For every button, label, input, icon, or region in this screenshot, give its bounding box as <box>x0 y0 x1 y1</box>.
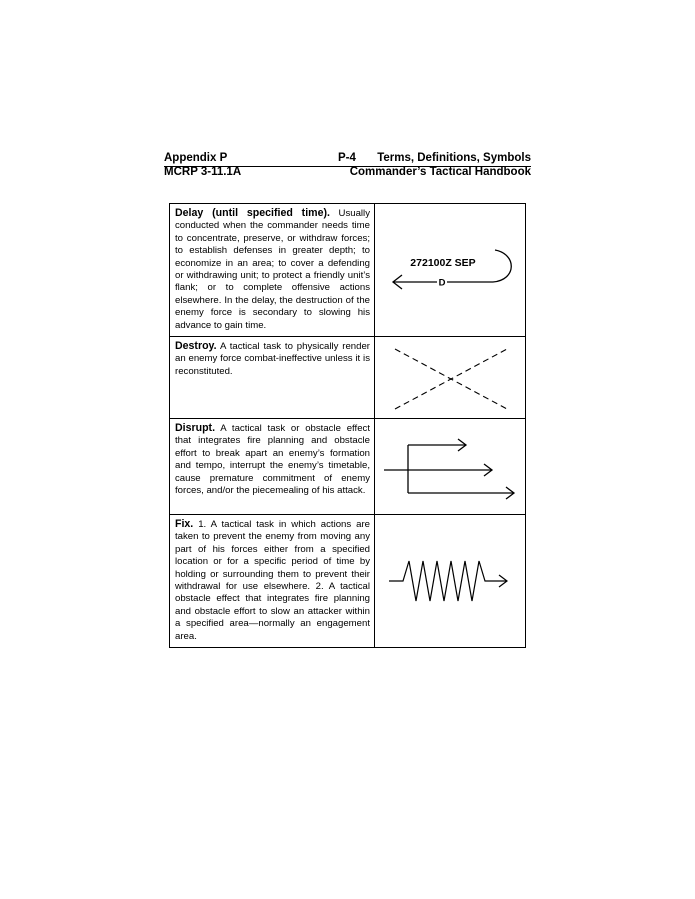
term-name: Disrupt. <box>175 422 216 434</box>
term-definition: 1. A tactical task in which actions are taken to prevent the enemy from moving any part of his forces either from a specified location or for a specific period of time by holding or surrounding them to prevent their withdrawal for use elsewhere. 2. A tactical obstacle effect that integrates fire planning and obstacle effort to slow an attacker within a specified area—normally an engagement area. <box>175 519 370 642</box>
symbol-cell <box>375 337 526 419</box>
definition-cell <box>170 337 375 419</box>
delay-letter: D <box>438 277 446 289</box>
term-definition: Usually conducted when the commander needs time to concentrate, preserve, or withdraw forces; to establish defenses in greater depth; to economize in an area; to cover a defending or withdrawing unit; to protect a friendly unit’s flank; or to complete offensive actions elsewhere. In the delay, the destruction of the enemy force is secondary to slowing his advance to gain time. <box>175 208 370 331</box>
page-number: P-4 <box>338 152 356 164</box>
term-name: Destroy. <box>175 340 217 352</box>
symbol-cell <box>375 204 526 337</box>
running-header-top <box>164 152 531 167</box>
term-name: Delay (until specified time). <box>175 207 330 219</box>
publication-title: Commander’s Tactical Handbook <box>349 166 531 178</box>
definition-cell <box>170 515 375 648</box>
term-definition: A tactical task to physically render an enemy force combat-ineffective unless it is reconstituted. <box>175 341 370 377</box>
table-row <box>170 337 526 419</box>
table-row <box>170 515 526 648</box>
fix-symbol-icon <box>385 551 515 611</box>
definition-cell <box>170 204 375 337</box>
delay-symbol-icon <box>375 240 525 300</box>
term-name: Fix. <box>175 518 194 530</box>
destroy-symbol-icon <box>385 343 515 413</box>
definition-cell <box>170 419 375 515</box>
section-title: Terms, Definitions, Symbols <box>377 152 531 164</box>
term-definition: A tactical task or obstacle effect that integrates fire planning and obstacle effort to break apart an enemy’s formation and tempo, interrupt the enemy’s timetable, cause premature commitment of enemy forces, and/or the piecemealing of his attack. <box>175 423 370 497</box>
symbol-cell <box>375 515 526 648</box>
publication-number: MCRP 3-11.1A <box>164 166 242 178</box>
disrupt-symbol-icon <box>380 427 520 507</box>
table-row <box>170 419 526 515</box>
delay-time-label: 272100Z SEP <box>410 257 476 269</box>
running-header-bottom <box>164 166 531 180</box>
terms-table <box>169 203 526 648</box>
appendix-label: Appendix P <box>164 152 228 164</box>
table-row <box>170 204 526 337</box>
symbol-cell <box>375 419 526 515</box>
